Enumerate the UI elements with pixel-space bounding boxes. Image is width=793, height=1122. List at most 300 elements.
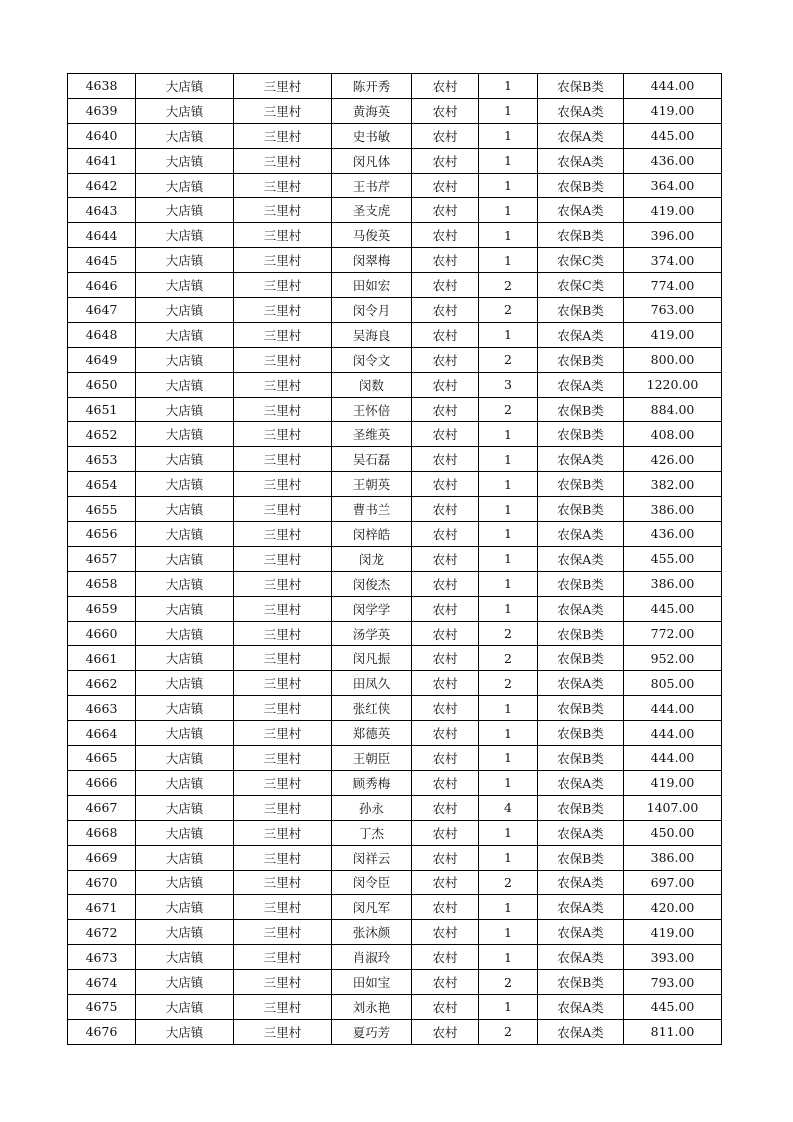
area-type-cell: 农村 [412,1019,479,1044]
person-name-cell: 闵龙 [332,546,412,571]
serial-number-cell: 4661 [68,646,136,671]
village-cell: 三里村 [234,74,332,99]
village-cell: 三里村 [234,870,332,895]
area-type-cell: 农村 [412,322,479,347]
serial-number-cell: 4647 [68,298,136,323]
town-cell: 大店镇 [136,596,234,621]
insurance-category-cell: 农保A类 [538,671,624,696]
household-count-cell: 1 [479,696,538,721]
table-row [68,472,722,497]
household-count-cell: 1 [479,820,538,845]
insurance-category-cell: 农保A类 [538,522,624,547]
person-name-cell: 闵数 [332,372,412,397]
table-row [68,820,722,845]
person-name-cell: 黄海英 [332,98,412,123]
town-cell: 大店镇 [136,746,234,771]
person-name-cell: 田如宏 [332,273,412,298]
insurance-category-cell: 农保A类 [538,820,624,845]
insurance-category-cell: 农保B类 [538,746,624,771]
area-type-cell: 农村 [412,945,479,970]
serial-number-cell: 4675 [68,994,136,1019]
household-count-cell: 1 [479,74,538,99]
area-type-cell: 农村 [412,770,479,795]
area-type-cell: 农村 [412,746,479,771]
person-name-cell: 吴石磊 [332,447,412,472]
village-cell: 三里村 [234,372,332,397]
village-cell: 三里村 [234,273,332,298]
area-type-cell: 农村 [412,671,479,696]
village-cell: 三里村 [234,770,332,795]
insurance-category-cell: 农保B类 [538,223,624,248]
person-name-cell: 刘永艳 [332,994,412,1019]
household-count-cell: 1 [479,148,538,173]
serial-number-cell: 4655 [68,497,136,522]
table-row [68,546,722,571]
village-cell: 三里村 [234,970,332,995]
table-row [68,845,722,870]
person-name-cell: 史书敏 [332,123,412,148]
town-cell: 大店镇 [136,322,234,347]
town-cell: 大店镇 [136,970,234,995]
serial-number-cell: 4663 [68,696,136,721]
village-cell: 三里村 [234,248,332,273]
town-cell: 大店镇 [136,347,234,372]
table-row [68,522,722,547]
household-count-cell: 1 [479,223,538,248]
insurance-category-cell: 农保A类 [538,1019,624,1044]
household-count-cell: 1 [479,497,538,522]
amount-cell: 364.00 [624,173,722,198]
village-cell: 三里村 [234,173,332,198]
town-cell: 大店镇 [136,74,234,99]
town-cell: 大店镇 [136,945,234,970]
person-name-cell: 顾秀梅 [332,770,412,795]
area-type-cell: 农村 [412,994,479,1019]
insurance-category-cell: 农保A类 [538,945,624,970]
serial-number-cell: 4650 [68,372,136,397]
area-type-cell: 农村 [412,248,479,273]
serial-number-cell: 4666 [68,770,136,795]
table-row [68,497,722,522]
person-name-cell: 曹书兰 [332,497,412,522]
insurance-category-cell: 农保A类 [538,596,624,621]
household-count-cell: 1 [479,472,538,497]
person-name-cell: 闵俊杰 [332,571,412,596]
area-type-cell: 农村 [412,920,479,945]
area-type-cell: 农村 [412,546,479,571]
area-type-cell: 农村 [412,273,479,298]
village-cell: 三里村 [234,397,332,422]
insurance-category-cell: 农保B类 [538,571,624,596]
insurance-category-cell: 农保A类 [538,994,624,1019]
village-cell: 三里村 [234,447,332,472]
table-row [68,596,722,621]
amount-cell: 1407.00 [624,795,722,820]
town-cell: 大店镇 [136,646,234,671]
person-name-cell: 闵令月 [332,298,412,323]
table-row [68,447,722,472]
insurance-category-cell: 农保A类 [538,546,624,571]
area-type-cell: 农村 [412,422,479,447]
household-count-cell: 1 [479,596,538,621]
village-cell: 三里村 [234,198,332,223]
amount-cell: 420.00 [624,895,722,920]
table-row [68,621,722,646]
amount-cell: 382.00 [624,472,722,497]
village-cell: 三里村 [234,671,332,696]
area-type-cell: 农村 [412,397,479,422]
household-count-cell: 2 [479,870,538,895]
amount-cell: 396.00 [624,223,722,248]
village-cell: 三里村 [234,472,332,497]
amount-cell: 455.00 [624,546,722,571]
town-cell: 大店镇 [136,870,234,895]
person-name-cell: 闵翠梅 [332,248,412,273]
table-row [68,970,722,995]
person-name-cell: 圣维英 [332,422,412,447]
area-type-cell: 农村 [412,845,479,870]
village-cell: 三里村 [234,646,332,671]
insurance-category-cell: 农保B类 [538,621,624,646]
insurance-category-cell: 农保A类 [538,920,624,945]
insurance-category-cell: 农保C类 [538,248,624,273]
table-body [68,74,722,1045]
area-type-cell: 农村 [412,173,479,198]
table-row [68,795,722,820]
insurance-category-cell: 农保B类 [538,74,624,99]
table-row [68,920,722,945]
serial-number-cell: 4669 [68,845,136,870]
household-count-cell: 1 [479,895,538,920]
table-row [68,721,722,746]
amount-cell: 774.00 [624,273,722,298]
person-name-cell: 闵凡振 [332,646,412,671]
amount-cell: 408.00 [624,422,722,447]
household-count-cell: 2 [479,671,538,696]
serial-number-cell: 4649 [68,347,136,372]
person-name-cell: 张沐颜 [332,920,412,945]
town-cell: 大店镇 [136,472,234,497]
town-cell: 大店镇 [136,1019,234,1044]
town-cell: 大店镇 [136,497,234,522]
household-count-cell: 1 [479,994,538,1019]
serial-number-cell: 4658 [68,571,136,596]
person-name-cell: 吴海良 [332,322,412,347]
serial-number-cell: 4642 [68,173,136,198]
amount-cell: 444.00 [624,746,722,771]
area-type-cell: 农村 [412,74,479,99]
person-name-cell: 闵祥云 [332,845,412,870]
person-name-cell: 闵学学 [332,596,412,621]
town-cell: 大店镇 [136,920,234,945]
village-cell: 三里村 [234,522,332,547]
village-cell: 三里村 [234,621,332,646]
area-type-cell: 农村 [412,372,479,397]
person-name-cell: 田凤久 [332,671,412,696]
amount-cell: 374.00 [624,248,722,273]
serial-number-cell: 4664 [68,721,136,746]
table-row [68,173,722,198]
area-type-cell: 农村 [412,571,479,596]
town-cell: 大店镇 [136,820,234,845]
amount-cell: 811.00 [624,1019,722,1044]
amount-cell: 445.00 [624,994,722,1019]
town-cell: 大店镇 [136,571,234,596]
amount-cell: 444.00 [624,74,722,99]
serial-number-cell: 4641 [68,148,136,173]
amount-cell: 436.00 [624,522,722,547]
serial-number-cell: 4645 [68,248,136,273]
area-type-cell: 农村 [412,646,479,671]
table-row [68,895,722,920]
town-cell: 大店镇 [136,372,234,397]
amount-cell: 793.00 [624,970,722,995]
amount-cell: 419.00 [624,770,722,795]
town-cell: 大店镇 [136,546,234,571]
area-type-cell: 农村 [412,721,479,746]
household-count-cell: 1 [479,920,538,945]
serial-number-cell: 4660 [68,621,136,646]
household-count-cell: 1 [479,173,538,198]
area-type-cell: 农村 [412,123,479,148]
amount-cell: 1220.00 [624,372,722,397]
village-cell: 三里村 [234,895,332,920]
person-name-cell: 陈开秀 [332,74,412,99]
table-row [68,273,722,298]
town-cell: 大店镇 [136,621,234,646]
serial-number-cell: 4652 [68,422,136,447]
table-row [68,298,722,323]
amount-cell: 952.00 [624,646,722,671]
village-cell: 三里村 [234,148,332,173]
area-type-cell: 农村 [412,298,479,323]
amount-cell: 436.00 [624,148,722,173]
amount-cell: 386.00 [624,845,722,870]
area-type-cell: 农村 [412,696,479,721]
village-cell: 三里村 [234,696,332,721]
serial-number-cell: 4640 [68,123,136,148]
amount-cell: 884.00 [624,397,722,422]
household-count-cell: 1 [479,746,538,771]
amount-cell: 419.00 [624,322,722,347]
town-cell: 大店镇 [136,198,234,223]
area-type-cell: 农村 [412,596,479,621]
village-cell: 三里村 [234,298,332,323]
town-cell: 大店镇 [136,522,234,547]
area-type-cell: 农村 [412,497,479,522]
serial-number-cell: 4659 [68,596,136,621]
town-cell: 大店镇 [136,248,234,273]
person-name-cell: 孙永 [332,795,412,820]
table-row [68,98,722,123]
amount-cell: 444.00 [624,696,722,721]
village-cell: 三里村 [234,123,332,148]
area-type-cell: 农村 [412,870,479,895]
person-name-cell: 王怀倍 [332,397,412,422]
person-name-cell: 马俊英 [332,223,412,248]
insurance-category-cell: 农保B类 [538,721,624,746]
table-row [68,646,722,671]
amount-cell: 419.00 [624,198,722,223]
town-cell: 大店镇 [136,123,234,148]
insurance-category-cell: 农保A类 [538,322,624,347]
area-type-cell: 农村 [412,522,479,547]
serial-number-cell: 4670 [68,870,136,895]
insurance-category-cell: 农保A类 [538,198,624,223]
insurance-category-cell: 农保B类 [538,497,624,522]
person-name-cell: 闵凡军 [332,895,412,920]
table-row [68,148,722,173]
table-row [68,770,722,795]
amount-cell: 800.00 [624,347,722,372]
village-cell: 三里村 [234,845,332,870]
household-count-cell: 2 [479,347,538,372]
serial-number-cell: 4653 [68,447,136,472]
area-type-cell: 农村 [412,895,479,920]
village-cell: 三里村 [234,422,332,447]
insurance-category-cell: 农保B类 [538,646,624,671]
table-row [68,322,722,347]
household-count-cell: 1 [479,98,538,123]
person-name-cell: 王朝臣 [332,746,412,771]
area-type-cell: 农村 [412,970,479,995]
household-count-cell: 4 [479,795,538,820]
village-cell: 三里村 [234,497,332,522]
household-count-cell: 1 [479,422,538,447]
town-cell: 大店镇 [136,671,234,696]
household-count-cell: 1 [479,447,538,472]
household-count-cell: 2 [479,298,538,323]
amount-cell: 444.00 [624,721,722,746]
insurance-category-cell: 农保B类 [538,173,624,198]
town-cell: 大店镇 [136,845,234,870]
person-name-cell: 王书芹 [332,173,412,198]
serial-number-cell: 4676 [68,1019,136,1044]
town-cell: 大店镇 [136,397,234,422]
area-type-cell: 农村 [412,820,479,845]
person-name-cell: 闵梓皓 [332,522,412,547]
table-row [68,223,722,248]
person-name-cell: 汤学英 [332,621,412,646]
insurance-category-cell: 农保A类 [538,895,624,920]
village-cell: 三里村 [234,596,332,621]
person-name-cell: 郑德英 [332,721,412,746]
area-type-cell: 农村 [412,795,479,820]
table-row [68,571,722,596]
village-cell: 三里村 [234,1019,332,1044]
town-cell: 大店镇 [136,223,234,248]
town-cell: 大店镇 [136,148,234,173]
table-row [68,422,722,447]
serial-number-cell: 4646 [68,273,136,298]
amount-cell: 763.00 [624,298,722,323]
insurance-category-cell: 农保B类 [538,347,624,372]
table-row [68,74,722,99]
town-cell: 大店镇 [136,447,234,472]
area-type-cell: 农村 [412,621,479,646]
insurance-category-cell: 农保A类 [538,372,624,397]
area-type-cell: 农村 [412,447,479,472]
amount-cell: 386.00 [624,497,722,522]
household-count-cell: 3 [479,372,538,397]
village-cell: 三里村 [234,746,332,771]
insurance-category-cell: 农保B类 [538,397,624,422]
insurance-category-cell: 农保C类 [538,273,624,298]
serial-number-cell: 4639 [68,98,136,123]
town-cell: 大店镇 [136,273,234,298]
serial-number-cell: 4656 [68,522,136,547]
person-name-cell: 闵令文 [332,347,412,372]
household-count-cell: 2 [479,970,538,995]
table-row [68,347,722,372]
village-cell: 三里村 [234,994,332,1019]
household-count-cell: 2 [479,646,538,671]
table-row [68,397,722,422]
town-cell: 大店镇 [136,173,234,198]
insurance-category-cell: 农保A类 [538,123,624,148]
amount-cell: 393.00 [624,945,722,970]
insurance-category-cell: 农保B类 [538,795,624,820]
person-name-cell: 丁杰 [332,820,412,845]
household-count-cell: 1 [479,198,538,223]
serial-number-cell: 4673 [68,945,136,970]
person-name-cell: 田如宝 [332,970,412,995]
town-cell: 大店镇 [136,696,234,721]
table-row [68,123,722,148]
table-row [68,1019,722,1044]
amount-cell: 805.00 [624,671,722,696]
household-count-cell: 1 [479,322,538,347]
insurance-category-cell: 农保B类 [538,970,624,995]
table-row [68,671,722,696]
village-cell: 三里村 [234,546,332,571]
village-cell: 三里村 [234,223,332,248]
insurance-category-cell: 农保A类 [538,447,624,472]
village-cell: 三里村 [234,945,332,970]
serial-number-cell: 4665 [68,746,136,771]
household-count-cell: 1 [479,770,538,795]
insurance-category-cell: 农保B类 [538,472,624,497]
town-cell: 大店镇 [136,98,234,123]
person-name-cell: 肖淑玲 [332,945,412,970]
village-cell: 三里村 [234,721,332,746]
person-name-cell: 闵令臣 [332,870,412,895]
insurance-category-cell: 农保B类 [538,422,624,447]
table-row [68,945,722,970]
area-type-cell: 农村 [412,223,479,248]
area-type-cell: 农村 [412,472,479,497]
household-count-cell: 1 [479,546,538,571]
village-cell: 三里村 [234,98,332,123]
person-name-cell: 圣支虎 [332,198,412,223]
amount-cell: 772.00 [624,621,722,646]
serial-number-cell: 4648 [68,322,136,347]
amount-cell: 445.00 [624,123,722,148]
serial-number-cell: 4654 [68,472,136,497]
area-type-cell: 农村 [412,347,479,372]
village-cell: 三里村 [234,322,332,347]
household-count-cell: 1 [479,945,538,970]
table-row [68,994,722,1019]
table-row [68,248,722,273]
household-count-cell: 2 [479,1019,538,1044]
subsidy-table [67,73,722,1045]
serial-number-cell: 4638 [68,74,136,99]
insurance-category-cell: 农保A类 [538,870,624,895]
household-count-cell: 1 [479,845,538,870]
insurance-category-cell: 农保A类 [538,98,624,123]
insurance-category-cell: 农保B类 [538,845,624,870]
